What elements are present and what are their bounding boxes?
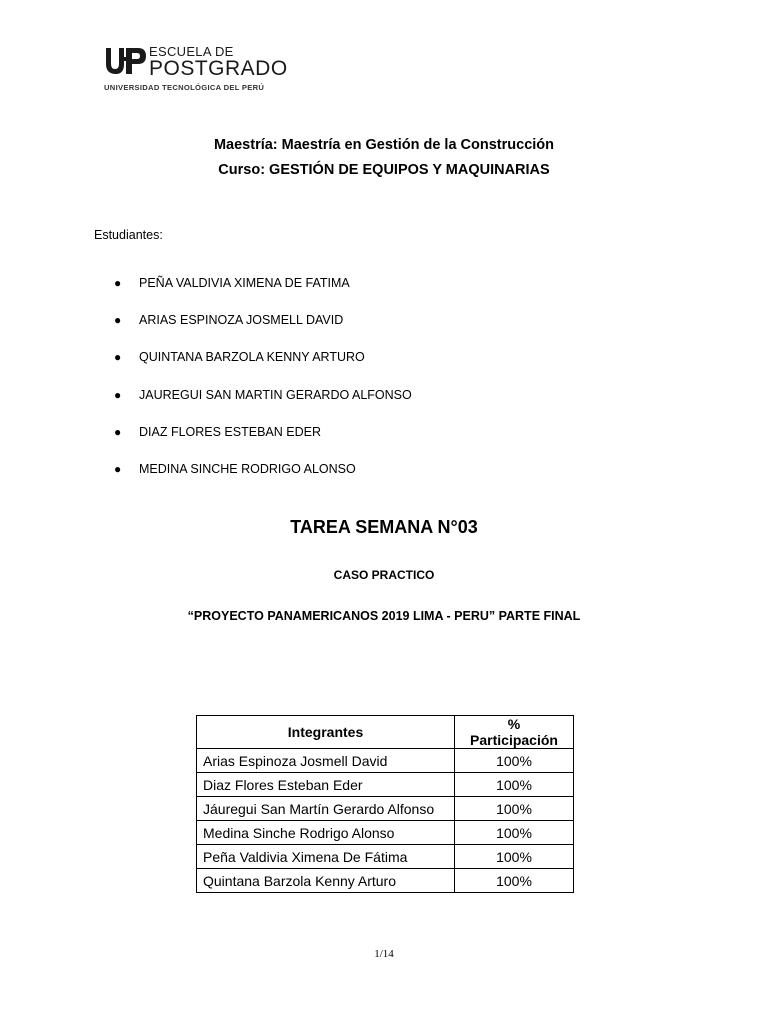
utp-logo-icon	[104, 46, 148, 76]
list-item	[114, 350, 365, 364]
cell-integrante: Peña Valdivia Ximena De Fátima	[197, 845, 455, 869]
caso-subtitle: CASO PRACTICO	[333, 568, 435, 582]
logo-line3: UNIVERSIDAD TECNOLÓGICA DEL PERÚ	[104, 83, 265, 92]
table-row	[197, 869, 574, 893]
cell-participacion: 100%	[455, 845, 574, 869]
cell-participacion: 100%	[455, 797, 574, 821]
proyecto-subtitle: “PROYECTO PANAMERICANOS 2019 LIMA - PERU” PARTE FINAL	[187, 609, 581, 623]
bullet-icon: ●	[114, 388, 122, 402]
logo-line1: ESCUELA DE	[149, 44, 234, 59]
list-item	[114, 425, 321, 439]
participation-table	[196, 715, 574, 893]
student-name: JAUREGUI SAN MARTIN GERARDO ALFONSO	[139, 388, 412, 402]
university-logo	[104, 44, 294, 96]
bullet-icon: ●	[114, 350, 122, 364]
list-item	[114, 462, 356, 476]
table-header-row	[197, 716, 574, 749]
cell-participacion: 100%	[455, 869, 574, 893]
header-participacion-text: % Participación	[470, 716, 558, 748]
table-row	[197, 749, 574, 773]
table-row	[197, 845, 574, 869]
table-row	[197, 821, 574, 845]
header-participacion	[455, 716, 574, 749]
maestria-heading: Maestría: Maestría en Gestión de la Construcción	[213, 137, 555, 153]
cell-integrante: Medina Sinche Rodrigo Alonso	[197, 821, 455, 845]
student-name: MEDINA SINCHE RODRIGO ALONSO	[139, 462, 356, 476]
students-label: Estudiantes:	[94, 228, 163, 242]
list-item	[114, 276, 350, 290]
bullet-icon: ●	[114, 462, 122, 476]
table-row	[197, 773, 574, 797]
cell-integrante: Diaz Flores Esteban Eder	[197, 773, 455, 797]
page-number: 1/14	[374, 948, 394, 960]
list-item	[114, 388, 412, 402]
logo-line2: POSTGRADO	[149, 57, 288, 80]
bullet-icon: ●	[114, 425, 122, 439]
tarea-title: TAREA SEMANA N°03	[290, 517, 478, 537]
cell-integrante: Jáuregui San Martín Gerardo Alfonso	[197, 797, 455, 821]
curso-heading: Curso: GESTIÓN DE EQUIPOS Y MAQUINARIAS	[218, 162, 550, 178]
table-body	[197, 749, 574, 893]
student-name: ARIAS ESPINOZA JOSMELL DAVID	[139, 313, 344, 327]
student-name: DIAZ FLORES ESTEBAN EDER	[139, 425, 321, 439]
cell-participacion: 100%	[455, 749, 574, 773]
student-name: QUINTANA BARZOLA KENNY ARTURO	[139, 350, 365, 364]
cell-integrante: Quintana Barzola Kenny Arturo	[197, 869, 455, 893]
table-row	[197, 797, 574, 821]
list-item	[114, 313, 343, 327]
bullet-icon: ●	[114, 313, 122, 327]
header-integrantes: Integrantes	[197, 716, 455, 749]
cell-participacion: 100%	[455, 773, 574, 797]
cell-participacion: 100%	[455, 821, 574, 845]
bullet-icon: ●	[114, 276, 122, 290]
cell-integrante: Arias Espinoza Josmell David	[197, 749, 455, 773]
student-name: PEÑA VALDIVIA XIMENA DE FATIMA	[139, 276, 350, 290]
